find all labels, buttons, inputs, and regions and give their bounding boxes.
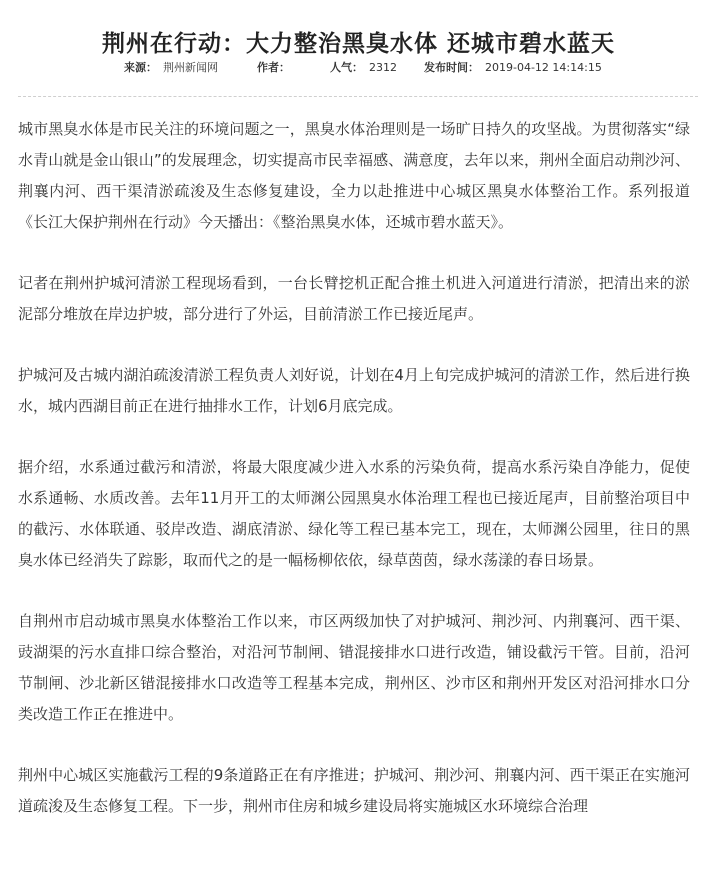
paragraph: 荆州中心城区实施截污工程的9条道路正在有序推进；护城河、荆沙河、荆襄内河、西干渠正在实施河道疏浚及生态修复工程。下一步，荆州市住房和城乡建设局将实施城区水环境综合治理 [18,766,690,815]
meta-source [124,60,218,76]
meta-time [424,60,602,76]
paragraph: 据介绍，水系通过截污和清淤，将最大限度减少进入水系的污染负荷，提高水系污染自净能力，促使水系通畅、水质改善。去年11月开工的太师渊公园黑臭水体治理工程也已接近尾声，目前整治项目中的截污、水体联通、驳岸改造、湖底清淤、绿化等工程已基本完工，现在，太师渊公园里，往日的黑臭水体已经消失了踪影，取而代之的是一幅杨柳依依，绿草茵茵，绿水荡漾的春日场景。 [18,458,690,569]
meta-time-label: 发布时间： [424,61,479,74]
paragraph: 城市黑臭水体是市民关注的环境问题之一，黑臭水体治理则是一场旷日持久的攻坚战。为贯彻落实“绿水青山就是金山银山”的发展理念，切实提高市民幸福感、满意度，去年以来，荆州全面启动荆沙河、荆襄内河、西干渠清淤疏浚及生态修复建设，全力以赴推进中心城区黑臭水体整治工作。系列报道《长江大保护荆州在行动》今天播出：《整治黑臭水体，还城市碧水蓝天》。 [18,120,690,231]
header-divider [18,96,698,97]
meta-author [257,60,296,76]
paragraph: 记者在荆州护城河清淤工程现场看到，一台长臂挖机正配合推土机进入河道进行清淤，把清出来的淤泥部分堆放在岸边护坡，部分进行了外运，目前清淤工作已接近尾声。 [18,274,690,323]
paragraph: 护城河及古城内湖泊疏浚清淤工程负责人刘好说，计划在4月上旬完成护城河的清淤工作，然后进行换水，城内西湖目前正在进行抽排水工作，计划6月底完成。 [18,366,690,415]
meta-views [330,60,397,76]
meta-time-value: 2019-04-12 14:14:15 [485,61,602,74]
meta-source-value: 荆州新闻网 [163,61,218,74]
meta-views-label: 人气： [330,61,363,74]
article-body [18,114,690,852]
paragraph: 自荆州市启动城市黑臭水体整治工作以来，市区两级加快了对护城河、荆沙河、内荆襄河、西干渠、豉湖渠的污水直排口综合整治，对沿河节制闸、错混接排水口进行改造，铺设截污干管。目前，沿河节制闸、沙北新区错混接排水口改造等工程基本完成，荆州区、沙市区和荆州开发区对沿河排水口分类改造工作正在推进中。 [18,612,690,723]
meta-source-label: 来源： [124,61,157,74]
meta-author-label: 作者： [257,61,290,74]
meta-views-value: 2312 [369,61,397,74]
article-title: 荆州在行动：大力整治黑臭水体 还城市碧水蓝天 [101,31,615,58]
